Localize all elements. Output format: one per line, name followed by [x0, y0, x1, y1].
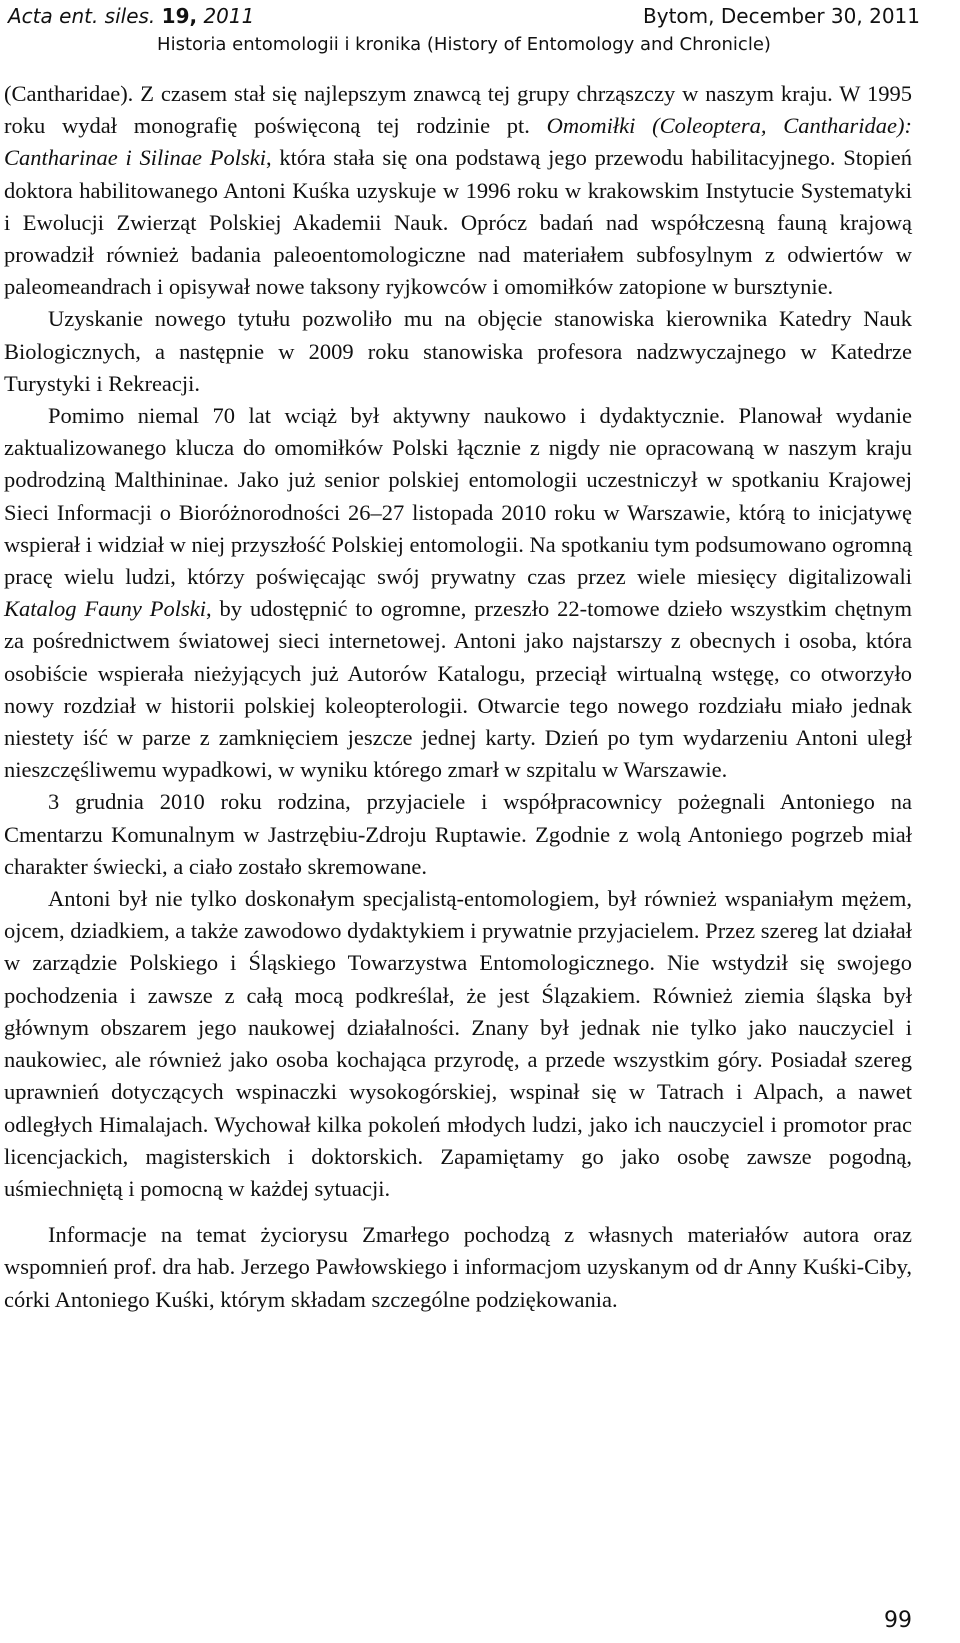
header-top-line [8, 2, 920, 32]
acknowledgements-paragraph: Informacje na temat życiorysu Zmarłego pochodzą z własnych materiałów autora oraz wspomnień prof. dra hab. Jerzego Pawłowskiego i informacjom uzyskanym od dr Anny Kuśki-Ciby, córki Antoniego Kuśki, którym składam szczególne podziękowania. [4, 1222, 912, 1312]
paragraph-5: Antoni był nie tylko doskonałym specjalistą-entomologiem, był również wspaniałym mężem, ojcem, dziadkiem, a także zawodowo dydaktykiem i prywatnie przyjacielem. Przez szereg lat działał w zarządzie Polskiego i Śląskiego Towarzystwa Entomologicznego. Nie wstydził się swojego pochodzenia i zawsze z całą mocą podkreślał, że jest Ślązakiem. Również ziemia śląska był głównym obszarem jego naukowej działalności. Znany był jednak nie tylko jako nauczyciel i naukowiec, ale również jako osoba kochająca przyrodę, a przede wszystkim góry. Posiadał szereg uprawnień dotyczących wspinaczki wysokogórskiej, wspinał się w Tatrach i Alpach, a nawet odległych Himalajach. Wychował kilka pokoleń młodych ludzi, jako ich nauczyciel i promotor prac licencjackich, magisterskich i doktorskich. Zapamiętamy go jako osobę zawsze pogodną, uśmiechniętą i pomocną w każdej sytuacji. [4, 886, 912, 1201]
monograph-title: Omomiłki (Coleoptera, Cantharidae): Cantharinae i Silinae Polski [4, 113, 912, 171]
article-body [4, 78, 912, 1316]
journal-volume: 19, [161, 4, 198, 28]
paragraph-1-part-a: (Cantharidae). Z czasem stał się najlepszym znawcą tej grupy chrząszczy w naszym kraju. W 1995 roku wydał monografię poświęconą tej rodzinie pt. [4, 81, 912, 139]
paragraph-2: Uzyskanie nowego tytułu pozwoliło mu na objęcie stanowiska kierownika Katedry Nauk Biologicznych, a następnie w 2009 roku stanowiska profesora nadzwyczajnego w Katedrze Turystyki i Rekreacji. [4, 306, 912, 396]
paragraph-1 [4, 78, 912, 303]
section-title: Historia entomologii i kronika (History of Entomology and Chronicle) [157, 34, 771, 55]
place-and-date: Bytom, December 30, 2011 [643, 4, 920, 28]
catalog-title: Katalog Fauny Polski [4, 596, 207, 622]
page-number: 99 [884, 1608, 912, 1633]
paragraph-3 [4, 400, 912, 786]
paragraph-1-part-c: , która stała się ona podstawą jego przewodu habilitacyjnego. Stopień doktora habilitowanego Antoni Kuśka uzyskuje w 1996 roku w krakowskim Instytucie Systematyki i Ewolucji Zwierząt Polskiej Akademii Nauk. Oprócz badań nad współczesną fauną krajową prowadził również badania paleoentomologiczne nad materiałem subfosylnym z odwiertów w paleomeandrach i opisywał nowe taksony ryjkowców i omomiłków zatopione w bursztynie. [4, 145, 912, 300]
paragraph-3-part-a: Pomimo niemal 70 lat wciąż był aktywny naukowo i dydaktycznie. Planował wydanie zaktualizowanego klucza do omomiłków Polski łącznie z nigdy nie opracowaną w naszym kraju podrodziną Malthininae. Jako już senior polskiej entomologii uczestniczył w spotkaniu Krajowej Sieci Informacji o Bioróżnorodności 26–27 listopada 2010 roku w Warszawie, którą to inicjatywę wspierał i widział w niej przyszłość Polskiej entomologii. Na spotkaniu tym podsumowano ogromną pracę wielu ludzi, którzy poświęcając swój prywatny czas przez wiele miesięcy digitalizowali [4, 403, 912, 590]
running-header [8, 2, 920, 64]
paragraph-3-part-c: , by udostępnić to ogromne, przeszło 22-tomowe dzieło wszystkim chętnym za pośrednictwem światowej sieci internetowej. Antoni jako najstarszy z obecnych i osoba, która osobiście wspierała nieżyjących już Autorów Katalogu, przeciął wirtualną wstęgę, co otworzyło nowy rozdział w historii polskiej koleopterologii. Otwarcie tego nowego rozdziału miało jednak niestety iść w parze z zamknięciem jeszcze jednej karty. Dzień po tym wydarzeniu Antoni uległ nieszczęśliwemu wypadkowi, w wyniku którego zmarł w szpitalu w Warszawie. [4, 596, 912, 783]
journal-name: Acta ent. siles. [8, 4, 156, 28]
journal-year: 2011 [203, 4, 255, 28]
paragraph-4: 3 grudnia 2010 roku rodzina, przyjaciele i współpracownicy pożegnali Antoniego na Cmentarzu Komunalnym w Jastrzębiu-Zdroju Ruptawie. Zgodnie z wolą Antoniego pogrzeb miał charakter świecki, a ciało zostało skremowane. [4, 789, 912, 879]
journal-citation [8, 4, 254, 28]
